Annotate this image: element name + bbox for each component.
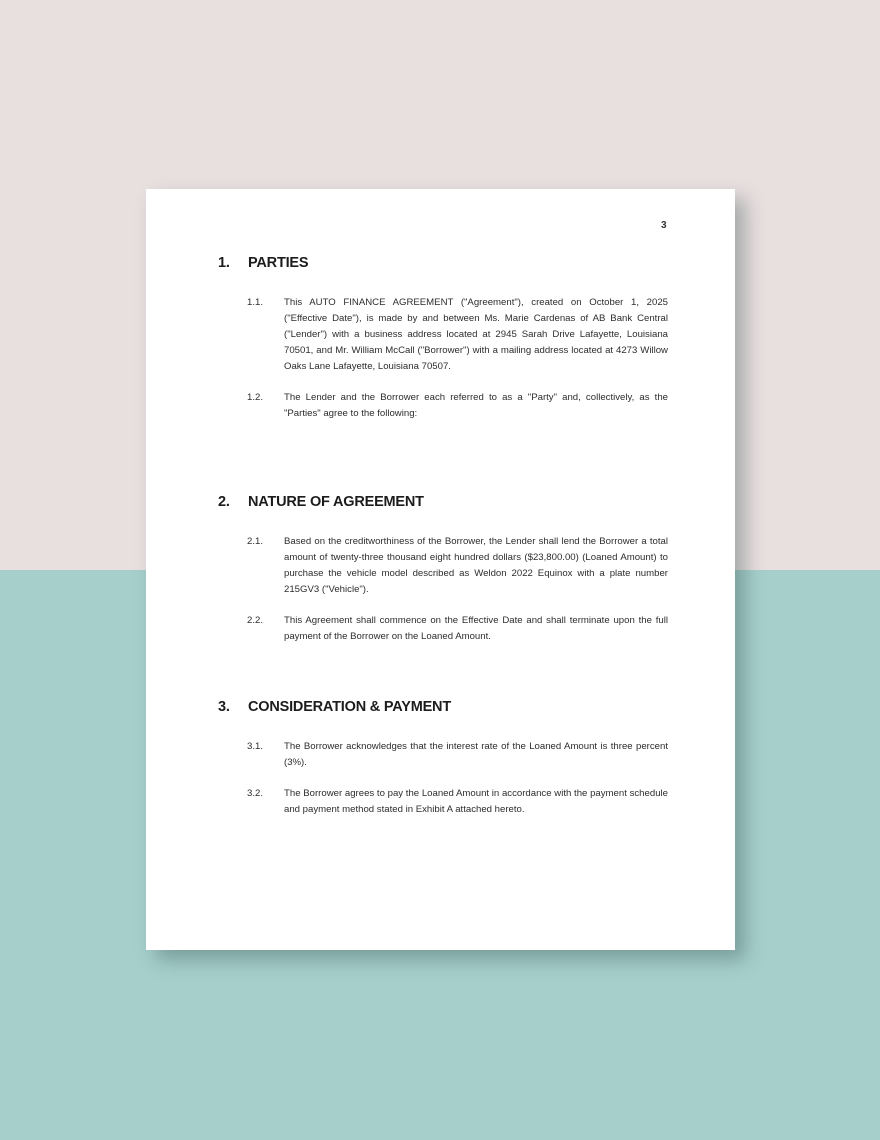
clause-text: Based on the creditworthiness of the Borrower, the Lender shall lend the Borrower a total amount of twenty-three thousand eight hundred dollars ($23,800.00) (Loaned Amount) to purchase the vehicle model described as Weldon 2022 Equinox with a plate number 215GV3 ("Vehicle"). bbox=[284, 536, 668, 595]
section-number: 3. bbox=[218, 699, 230, 715]
clause-number: 1.1. bbox=[247, 297, 264, 308]
clause-number: 2.1. bbox=[247, 536, 264, 547]
clause-number: 2.2. bbox=[247, 615, 264, 626]
section-title: PARTIES bbox=[248, 255, 309, 271]
section-heading bbox=[218, 253, 668, 273]
clause-number: 1.2. bbox=[247, 392, 264, 403]
clause-number: 3.1. bbox=[247, 741, 264, 752]
clause-text: The Borrower acknowledges that the interest rate of the Loaned Amount is three percent (3%). bbox=[284, 741, 668, 768]
clause bbox=[247, 786, 668, 818]
clause-text: This AUTO FINANCE AGREEMENT ("Agreement"), created on October 1, 2025 ("Effective Date"), is made by and between Ms. Marie Cardenas of AB Bank Central ("Lender") with a business address located at 2945 Sarah Drive Lafayette, Louisiana 70501, and Mr. William McCall ("Borrower") with a mailing address located at 4273 Willow Oaks Lane Lafayette, Louisiana 70507. bbox=[284, 297, 668, 372]
clause bbox=[247, 390, 668, 422]
clause bbox=[247, 295, 668, 375]
section-heading bbox=[218, 492, 668, 512]
page-number: 3 bbox=[661, 220, 667, 231]
section-number: 1. bbox=[218, 255, 230, 271]
clause-text: This Agreement shall commence on the Effective Date and shall terminate upon the full payment of the Borrower on the Loaned Amount. bbox=[284, 615, 668, 642]
clause bbox=[247, 613, 668, 645]
clause bbox=[247, 739, 668, 771]
document-page bbox=[146, 189, 735, 950]
section-consideration-payment bbox=[218, 697, 668, 818]
section-heading bbox=[218, 697, 668, 717]
section-number: 2. bbox=[218, 494, 230, 510]
section-title: CONSIDERATION & PAYMENT bbox=[248, 699, 451, 715]
clause bbox=[247, 534, 668, 598]
clause-text: The Lender and the Borrower each referred to as a "Party" and, collectively, as the "Parties" agree to the following: bbox=[284, 392, 668, 419]
clause-text: The Borrower agrees to pay the Loaned Amount in accordance with the payment schedule and payment method stated in Exhibit A attached hereto. bbox=[284, 788, 668, 815]
section-title: NATURE OF AGREEMENT bbox=[248, 494, 424, 510]
clause-number: 3.2. bbox=[247, 788, 264, 799]
section-parties bbox=[218, 253, 668, 422]
section-nature-of-agreement bbox=[218, 492, 668, 645]
